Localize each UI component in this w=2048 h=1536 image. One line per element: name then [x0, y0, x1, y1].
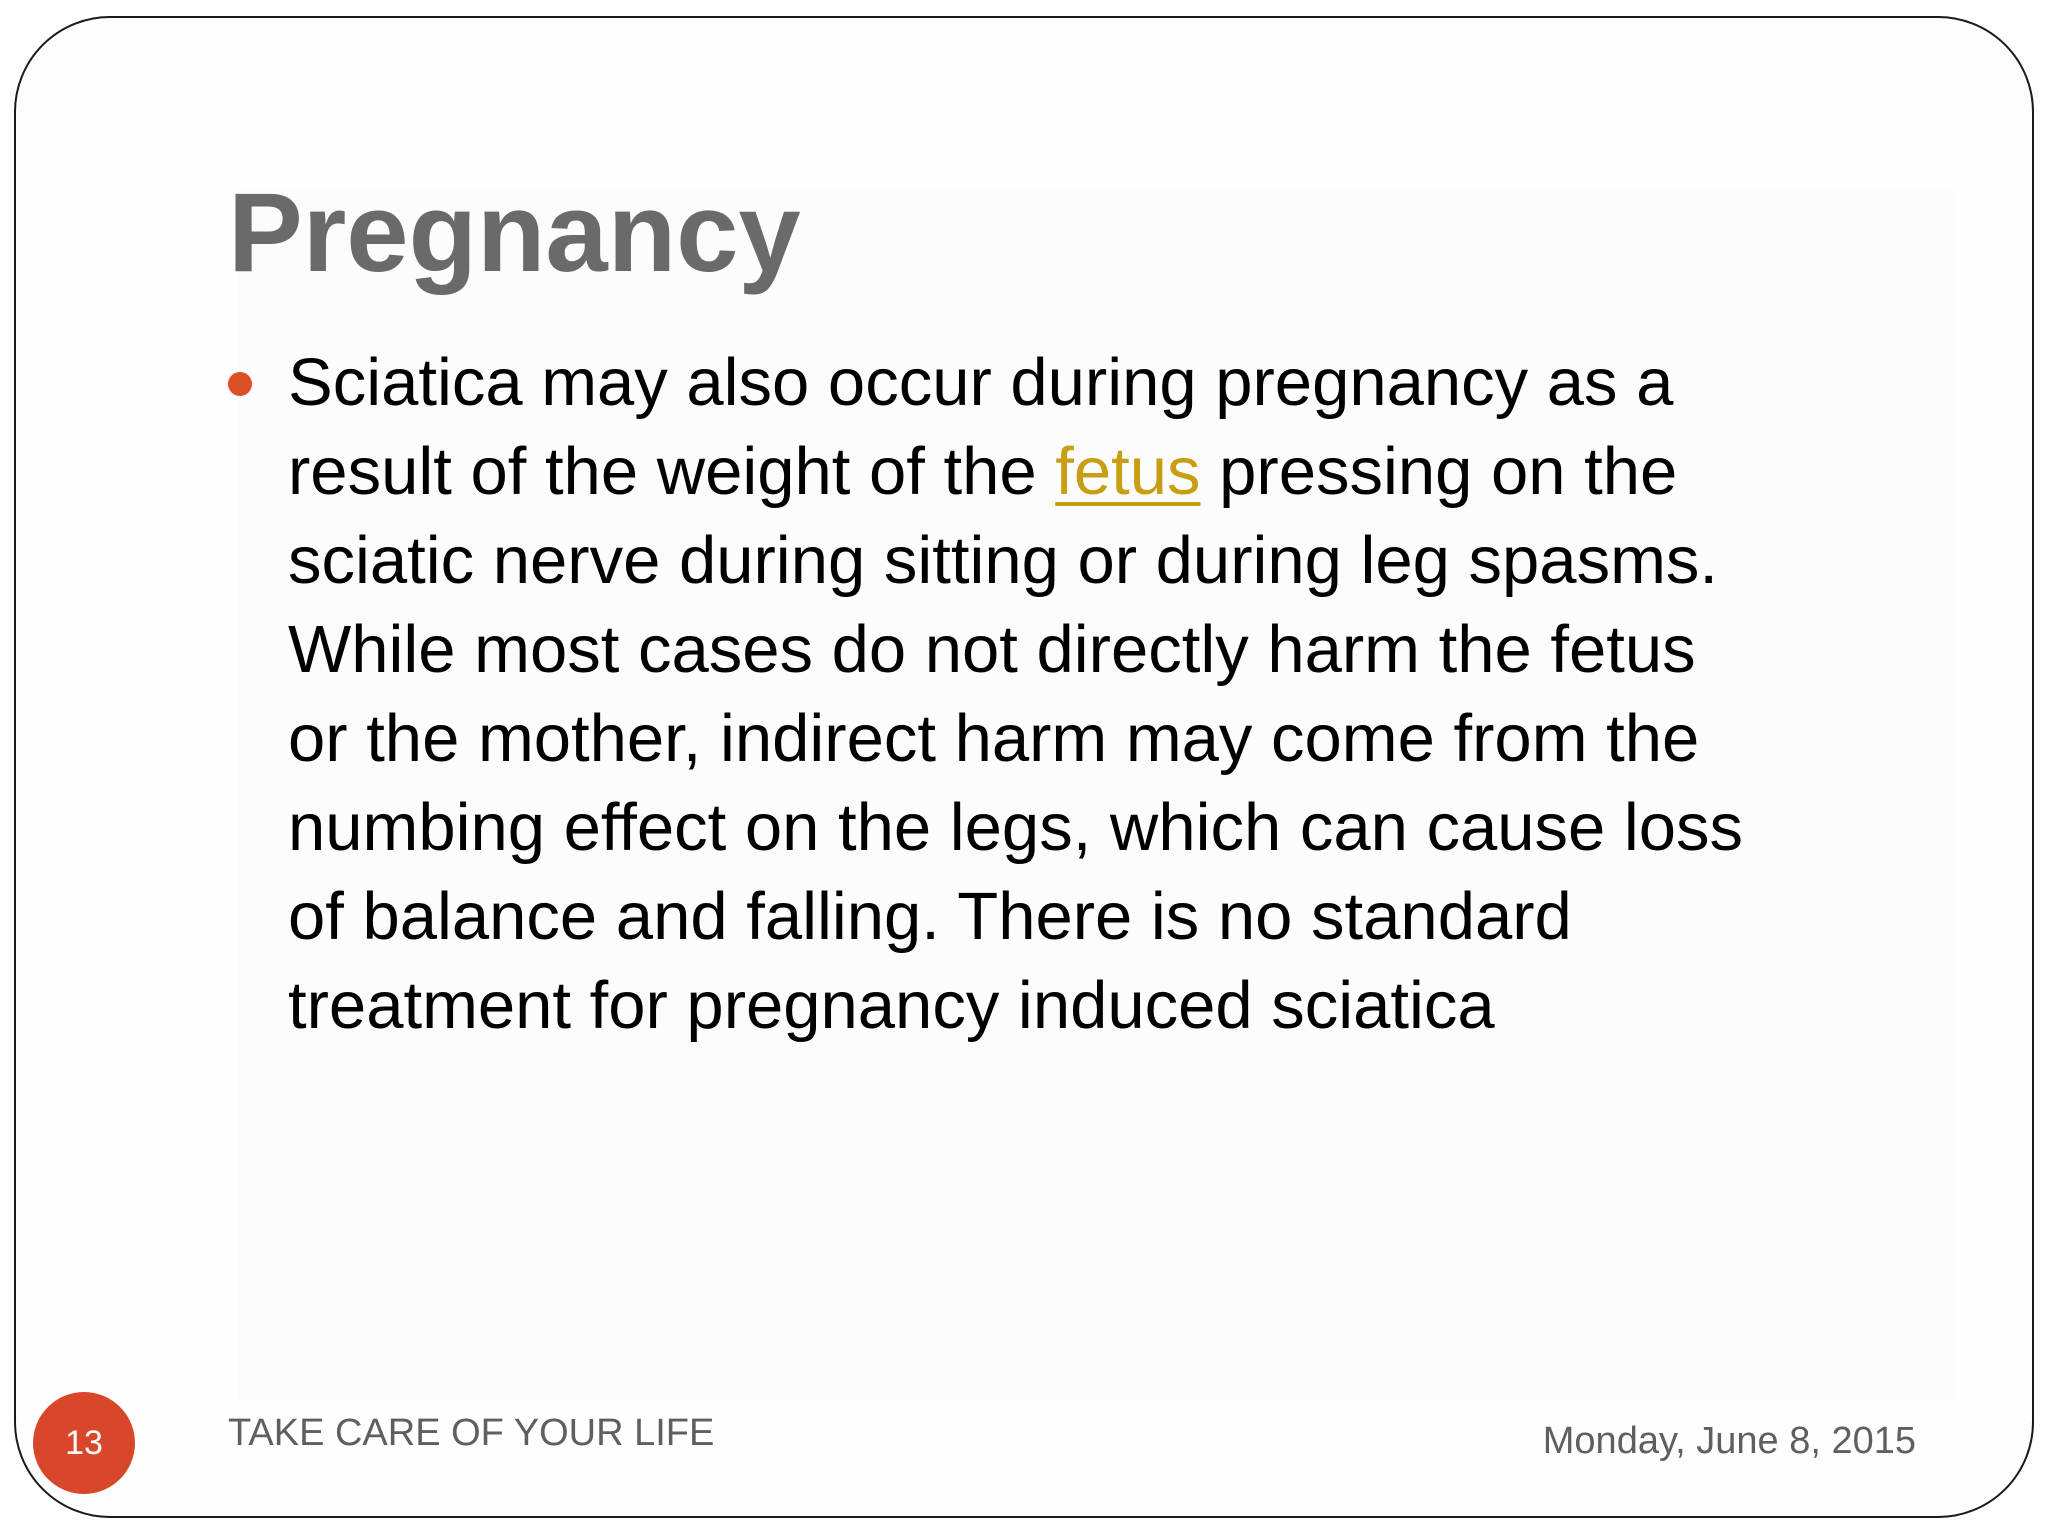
body-line-4: While most cases do not directly harm the fetus: [288, 612, 1696, 687]
body-line-5: or the mother, indirect harm may come from the: [288, 701, 1700, 776]
bullet-text: [288, 338, 1968, 1050]
bullet-dot-icon: [228, 372, 252, 396]
slide-title: Pregnancy: [228, 170, 801, 295]
footer-date: Monday, June 8, 2015: [1542, 1420, 1916, 1462]
body-line-8: treatment for pregnancy induced sciatica: [288, 968, 1495, 1043]
body-line-2-after: pressing on the: [1200, 434, 1678, 509]
body-line-2: [288, 427, 1968, 516]
body-line-2-before: result of the weight of the: [288, 434, 1056, 509]
page-number-badge: 13: [33, 1392, 135, 1494]
body-line-6: numbing effect on the legs, which can cause loss: [288, 790, 1744, 865]
body-line-7: of balance and falling. There is no standard: [288, 879, 1572, 954]
footer-text: TAKE CARE OF YOUR LIFE: [228, 1412, 715, 1454]
body-line-3: sciatic nerve during sitting or during leg spasms.: [288, 523, 1718, 598]
body-line-1: Sciatica may also occur during pregnancy as a: [288, 345, 1674, 420]
fetus-link[interactable]: fetus: [1055, 434, 1201, 509]
